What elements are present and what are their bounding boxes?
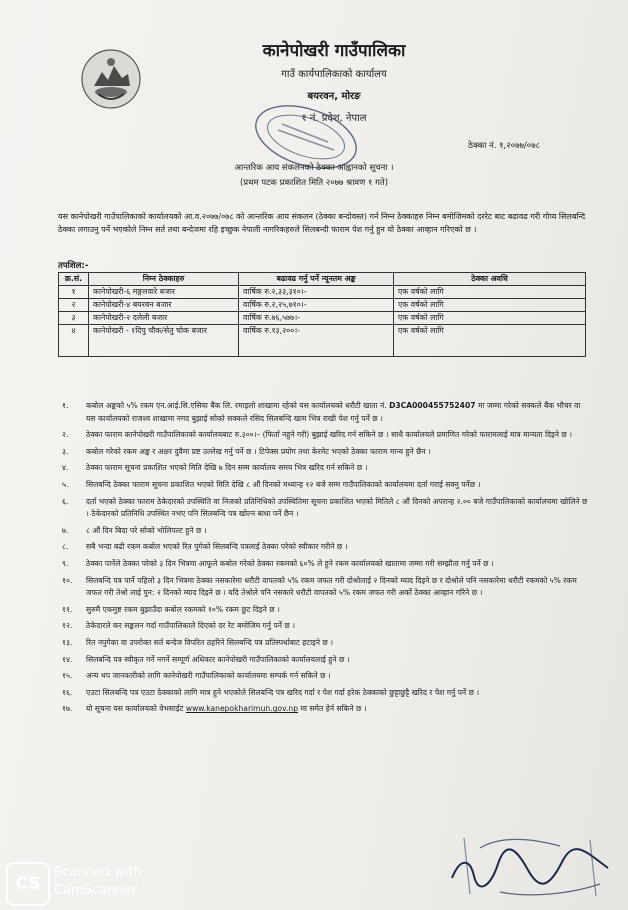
table-row xyxy=(59,299,586,312)
list-item xyxy=(58,429,588,442)
municipality-title: कानेपोखरी गाउँपालिका xyxy=(262,41,406,61)
term-text: सिलबन्दि ठेक्का फाराम सूचना प्रकाशित भएको मिति देखि ८ औं दिनको मध्यान्ह १२ बजे सम्म गाउँपालिकाको कार्यालयमा दर्ता गराई सक्नु पर्नेछ । xyxy=(86,479,481,489)
term-number: १२. xyxy=(62,621,73,631)
term-number: ११. xyxy=(62,604,73,614)
list-item xyxy=(58,703,588,716)
watermark-line-1: Scanned with xyxy=(54,865,142,880)
scanner-watermark xyxy=(54,864,142,900)
cell-min-bid: वार्षिक रु.२,३३,३१०।- xyxy=(239,286,394,299)
term-number: १. xyxy=(62,401,69,410)
list-item xyxy=(58,525,588,538)
term-text-cont: मा जम्मा गरेको सक्कले बैंक भौचर वा यस कार्यालयको राजश्व शाखामा नगद बुझाई सोको सक्कले रसिद सिलबन्दि खाम भित्र राखी पेश गर्नु पर्ने छ । xyxy=(86,401,581,423)
cell-serial: ३ xyxy=(59,312,89,325)
term-number: ५. xyxy=(62,479,69,489)
term-text: ठेक्का फाराम सूचना प्रकाशित भएको मिति देखि ७ दिन सम्म कार्यालय समय भित्र खरिद गर्न सकिने छ । xyxy=(86,463,368,473)
list-item xyxy=(58,479,588,492)
cell-min-bid: वार्षिक रु.७६,५७७।- xyxy=(239,312,394,325)
term-number: १७. xyxy=(62,704,73,714)
term-text: रित नपुगेका वा उपरोक्त सर्त बन्देज विपरित ठहरिने सिलबन्दि पत्र प्रतिस्पर्धाबाट हटाइने छ । xyxy=(86,637,334,647)
term-number: २. xyxy=(62,430,69,440)
col-header-min-bid: बढावढ गर्नु पर्ने न्यूनतम अङ्क xyxy=(239,273,394,286)
cell-serial: २ xyxy=(59,299,89,312)
term-text: ८ औं दिन बिदा परे सोको भोलिपल्ट हुने छ । xyxy=(86,525,207,535)
term-text: कबोल गरेको रकम अङ्क र अक्षर दुवैमा प्रष्ट उल्लेख गर्नु पर्ने छ । टिपेक्स प्रयोग तथा केरमेट भएको ठेक्का फाराम मान्य हुने छैन । xyxy=(86,446,431,456)
office-address: बयरवन, मोरङ xyxy=(307,91,361,102)
term-number: १०. xyxy=(62,575,73,585)
term-number: १६. xyxy=(62,687,73,697)
term-text: यो सूचना यस कार्यालयको वेभसाईट xyxy=(86,704,186,714)
table-row xyxy=(59,312,586,325)
cell-min-bid: वार्षिक रु.२,२५,७१०।- xyxy=(239,299,394,312)
list-item xyxy=(58,446,588,459)
table-row xyxy=(59,286,586,299)
term-number: ८. xyxy=(62,542,69,552)
term-number: १५. xyxy=(62,671,73,681)
term-text-cont: मा समेत हेर्न सकिने छ । xyxy=(298,704,367,714)
list-item xyxy=(58,462,588,475)
list-item xyxy=(58,637,588,650)
intro-paragraph: यस कानेपोखरी गाउँपालिकाको कार्यालयको आ.व.२०७७/०७८ को आन्तरिक आय संकलन (ठेक्का बन्दोवस्त) गर्न निम्न ठेक्काहरु निम्न बमोजिमको दररेट बाट बढावढ गरी गोप्य सिलबन्दि ठेक्का लगाउनु पर्ने भएकोले निम्न सर्त तथा बन्देजमा रहि इच्छुक नेपाली नागरिकहरुले सिलबन्दी फाराम पेश गर्नु हुन यो ठेक्का आव्हान गरिएको छ । xyxy=(58,212,586,234)
list-item xyxy=(58,670,588,683)
list-item xyxy=(58,687,588,700)
list-item xyxy=(58,620,588,633)
account-number: D3CA000455752407 xyxy=(389,401,476,410)
term-text: अन्य थप जानकारीको लागि कानेपोखरी गाउँपालिकाको कार्यालयमा सम्पर्क गर्न सकिने छ । xyxy=(86,671,331,681)
cell-tender: कानेपोखरी-४ बयरबन बजार xyxy=(89,299,239,312)
term-text: सबै भन्दा बढी रकम कबोल भएको रित पुगेको सिलबन्दि पत्रलाई ठेक्का परेको स्वीकार गरीने छ । xyxy=(86,542,348,552)
cell-serial: १ xyxy=(59,286,89,299)
term-number: १३. xyxy=(62,637,73,647)
website-link[interactable]: www.kanepokharimun.gov.np xyxy=(185,704,299,714)
col-header-duration: ठेक्का अवधि xyxy=(394,273,586,286)
table-header-row xyxy=(59,273,586,286)
term-text: सिलबन्दि पत्र स्वीकृत गर्ने नगर्ने सम्पूर्ण अधिकार कानेपोखरी गाउँपालिकाको कार्यालयलाई हुने छ । xyxy=(86,654,350,664)
term-number: ७. xyxy=(62,525,69,535)
watermark-line-2: CamScanner xyxy=(54,883,137,898)
table-row xyxy=(59,325,586,357)
notice-title: आन्तरिक आय संकलनको ठेक्का आह्वानको सूचना । xyxy=(234,163,394,173)
term-text: सिलबन्दि पत्र पार्ने पहिलो ३ दिन भित्रमा ठेक्का नसकारेमा धरौटी वापतको ५% रकम जफत गरी दोश्रोलाई २ दिनको म्याद दिइने छ र दोश्रोले पनि नसकारेमा धरौटी रकमको ५% रकम जफत गरी तेश्रो लाई पुन: २ दिनको म्याद दिइने छ । यदि तेश्रोले पनि नसकारे धरौटी वापतको ५% रकम जफत गरी अर्को ठेक्का आव्हान गरिने छ । xyxy=(86,575,577,598)
cell-duration: एक वर्षको लागि xyxy=(394,325,586,357)
col-header-serial: क्र.सं. xyxy=(59,273,89,286)
term-text: कबोल अङ्कको ५% रकम एन.आई.सि.एसिया बैंक लि. रमाइलो शाखामा रहेको यस कार्यालयको धरौटी खाता नं. xyxy=(86,401,387,410)
term-text: दर्ता भएको ठेक्का फाराम ठेकेदारको उपस्थिति वा निजको प्रतिनिधिको उपस्थितिमा सूचना प्रकाशित भएको मितिले ८ औं दिनको अपरान्ह २.०० बजे गाउँपालिकाको कार्यालयमा खोलिने छ । ठेकेदारको प्रतिनिधि उपस्थित नभए पनि सिलबन्दि पत्र खोल्न बाधा पर्ने छैन । xyxy=(86,496,588,519)
details-label: तपशिल:- xyxy=(58,261,89,271)
term-text: सुरुमै एकमुष्ट रकम बुझाउँदा कबोल रकमको १०% रकम छुट दिइने छ । xyxy=(86,604,280,614)
term-text: ठेक्का पार्नेले ठेक्का परेको ३ दिन भित्रमा आफूले कबोल गरेको ठेक्का रकमको ६०% ले हुने रकम कार्यालयको खातामा जम्मा गरी सम्झौता गर्नु पर्ने छ । xyxy=(86,558,494,568)
list-item xyxy=(58,400,588,425)
term-text: एउटा सिलबन्दि पत्र एउटा ठेक्काको लागि मात्र हुने भएकोले सिलबन्दि पत्र खरिद गर्दा र पेश गर्दा हरेक ठेक्काको छुट्टाछुट्टै खरिद र पेश गर्नु पर्ने छ । xyxy=(86,687,480,697)
cell-tender: कानेपोखरी-६ मङ्गलवारे बजार xyxy=(89,286,239,299)
tender-number: ठेक्का नं. १,२०७७/०७८ xyxy=(468,141,541,151)
terms-list xyxy=(58,400,588,720)
handwritten-signature xyxy=(440,818,620,908)
camscanner-logo: CS xyxy=(6,862,50,906)
cell-tender: कानेपोखरी-२ दलेली बजार xyxy=(89,312,239,325)
term-text: ठेक्का फाराम कानेपोखरी गाउँपालिकाको कार्यालयबाट रु.३००।– (फिर्ता नहुने गरी) बुझाई खरिद गर्न सकिने छ । साथै कार्यालयले प्रमाणित गरेको फारामलाई मात्र मान्यता दिइने छ । xyxy=(86,430,572,440)
term-number: ४. xyxy=(62,463,69,473)
cell-duration: एक वर्षको लागि xyxy=(394,312,586,325)
office-name: गाउँ कार्यपालिकाको कार्यालय xyxy=(281,69,387,80)
list-item xyxy=(58,558,588,571)
term-number: १४. xyxy=(62,654,73,664)
cell-min-bid: वार्षिक रु.१३,२००।- xyxy=(239,325,394,357)
list-item xyxy=(58,575,588,600)
col-header-tender: निम्न ठेक्काहरु xyxy=(89,273,239,286)
cell-duration: एक वर्षको लागि xyxy=(394,299,586,312)
notice-subtitle: (प्रथम पटक प्रकाशित मिति २०७७ श्रावण १ गते) xyxy=(239,178,389,188)
province-line: १ नं. प्रदेश, नेपाल xyxy=(301,113,367,124)
term-text: ठेकेदारले कर सङ्कलन गर्दा गाउँपालिकाले दिएको दर रेट बमोजिम गर्नु पर्ने छ । xyxy=(86,621,295,631)
list-item xyxy=(58,604,588,617)
term-number: ९. xyxy=(62,558,69,568)
tender-table xyxy=(58,272,586,357)
cell-serial: ४ xyxy=(59,325,89,357)
cell-duration: एक वर्षको लागि xyxy=(394,286,586,299)
term-number: ६. xyxy=(62,496,69,506)
list-item xyxy=(58,541,588,554)
term-number: ३. xyxy=(62,446,69,456)
cell-tender: कानेपोखरी - १दिपु चौक/सेतु चोक बजार xyxy=(89,325,239,357)
list-item xyxy=(58,654,588,667)
list-item xyxy=(58,496,588,521)
